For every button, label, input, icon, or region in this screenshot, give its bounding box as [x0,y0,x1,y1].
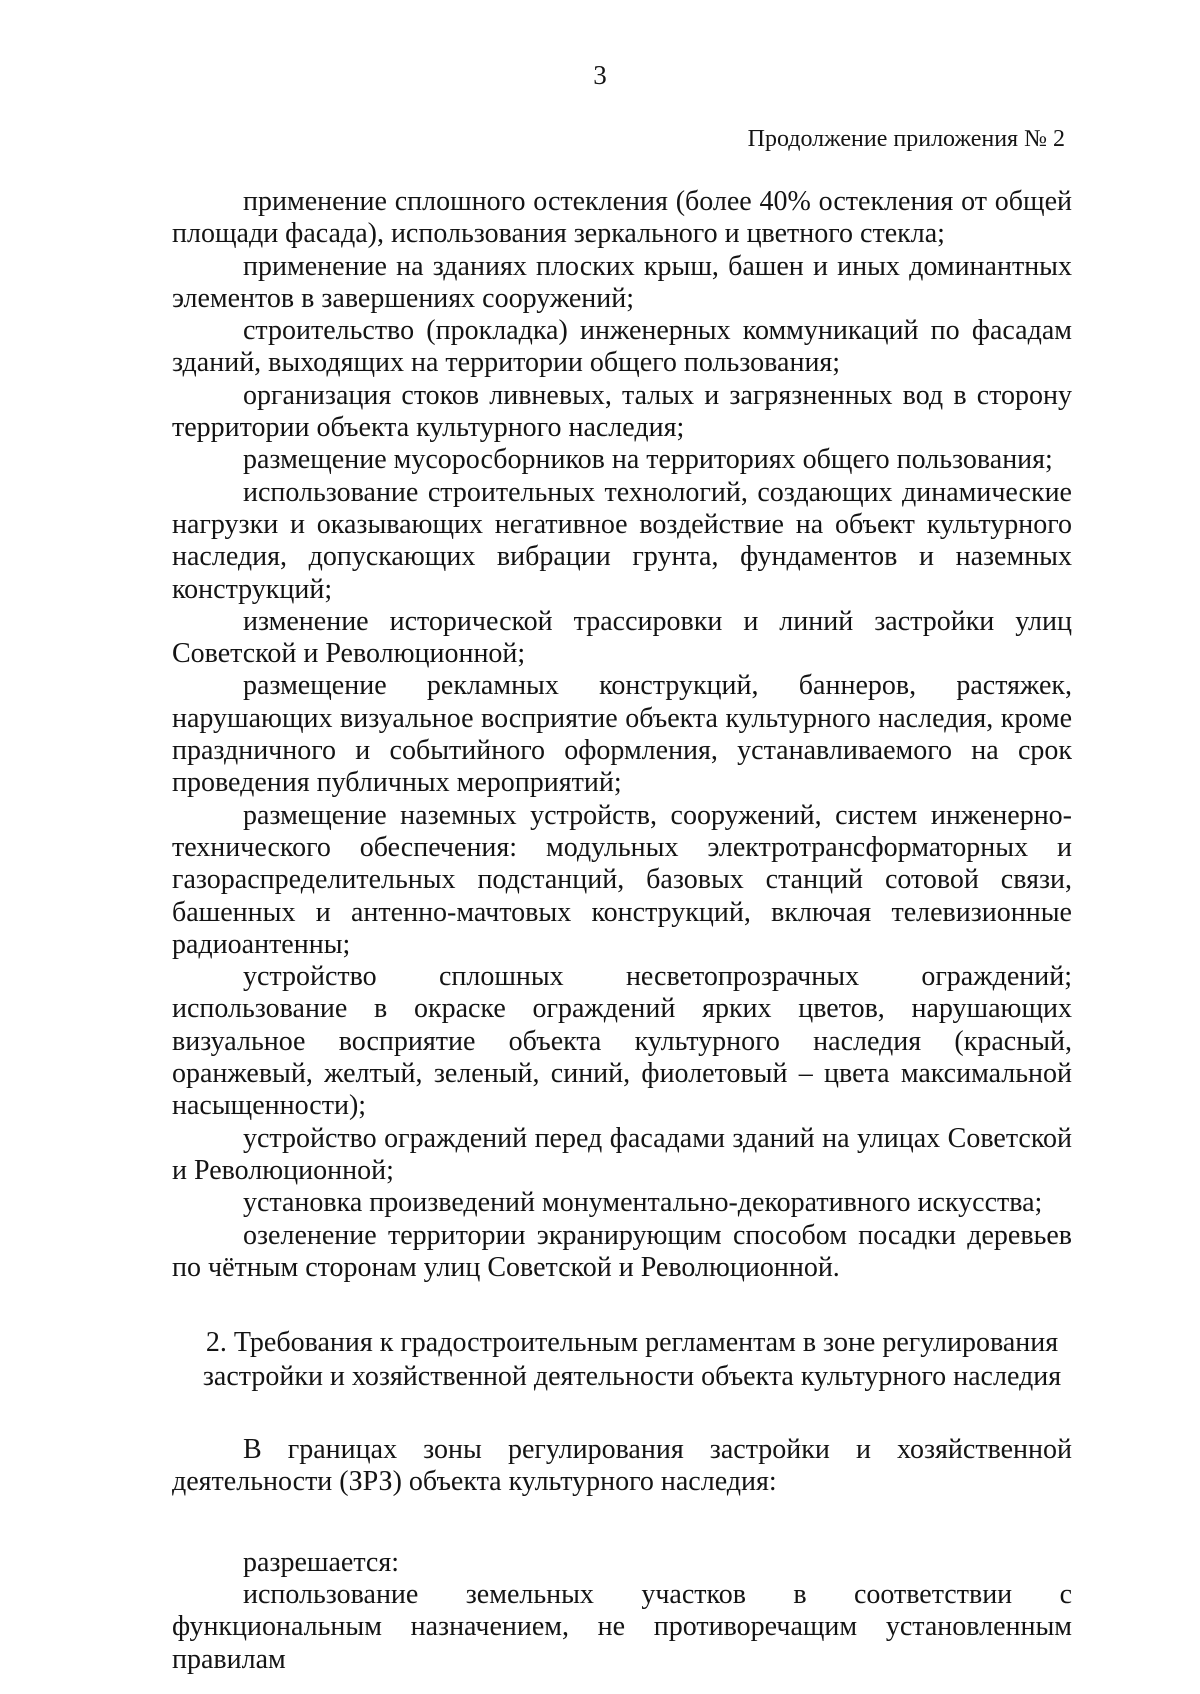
section-2-heading-line-1: 2. Требования к градостроительным регламентам в зоне регулирования [205,1327,1059,1359]
page-number: 3 [593,60,607,90]
document-body [172,186,1072,1676]
restriction-paragraph: строительство (прокладка) инженерных коммуникаций по фасадам зданий, выходящих на территории общего пользования; [172,315,1072,379]
restriction-paragraph: изменение исторической трассировки и линий застройки улиц Советской и Революционной; [172,605,1072,670]
allowed-paragraph: использование земельных участков в соответствии с функциональным назначением, не противоречащим установленным правилам [172,1578,1072,1675]
section-2-heading [172,1326,1072,1394]
restriction-paragraph: установка произведений монументально-декоративного искусства; [243,1187,1043,1219]
restriction-paragraph: размещение рекламных конструкций, баннеров, растяжек, нарушающих визуальное восприятие объекта культурного наследия, кроме праздничного и событийного оформления, устанавливаемого на срок проведения публичных мероприятий; [172,670,1072,799]
restriction-paragraph: устройство сплошных несветопрозрачных ограждений; использование в окраске ограждений ярких цветов, нарушающих визуальное восприятие объекта культурного наследия (красный, оранжевый, желтый, зеленый, синий, фиолетовый – цвета максимальной насыщенности); [172,961,1072,1122]
restriction-paragraph: устройство ограждений перед фасадами зданий на улицах Советской и Революционной; [172,1122,1072,1186]
appendix-label: Продолжение приложения № 2 [747,126,1065,152]
restriction-paragraph: организация стоков ливневых, талых и загрязненных вод в сторону территории объекта культурного наследия; [172,379,1072,444]
section-2-heading-line-2: застройки и хозяйственной деятельности объекта культурного наследия [202,1361,1062,1393]
restriction-paragraph: применение сплошного остекления (более 40% остекления от общей площади фасада), использования зеркального и цветного стекла; [172,186,1072,250]
restriction-paragraph: размещение мусоросборников на территориях общего пользования; [243,444,1053,476]
allowed-label: разрешается: [243,1546,399,1578]
restriction-paragraph: использование строительных технологий, создающих динамические нагрузки и оказывающих негативное воздействие на объект культурного наследия, допускающих вибрации грунта, фундаментов и наземных конструкций; [172,476,1072,605]
restriction-paragraph: применение на зданиях плоских крыш, башен и иных доминантных элементов в завершениях сооружений; [172,250,1072,314]
zone-intro-paragraph: В границах зоны регулирования застройки и хозяйственной деятельности (ЗРЗ) объекта культурного наследия: [172,1434,1072,1498]
restriction-paragraph: размещение наземных устройств, сооружений, систем инженерно-технического обеспечения: модульных электротрансформаторных и газораспределительных подстанций, базовых станций сотовой связи, башенных и антенно-мачтовых конструкций, включая телевизионные радиоантенны; [172,799,1072,960]
restriction-paragraph: озеленение территории экранирующим способом посадки деревьев по чётным сторонам улиц Советской и Революционной. [172,1219,1072,1283]
